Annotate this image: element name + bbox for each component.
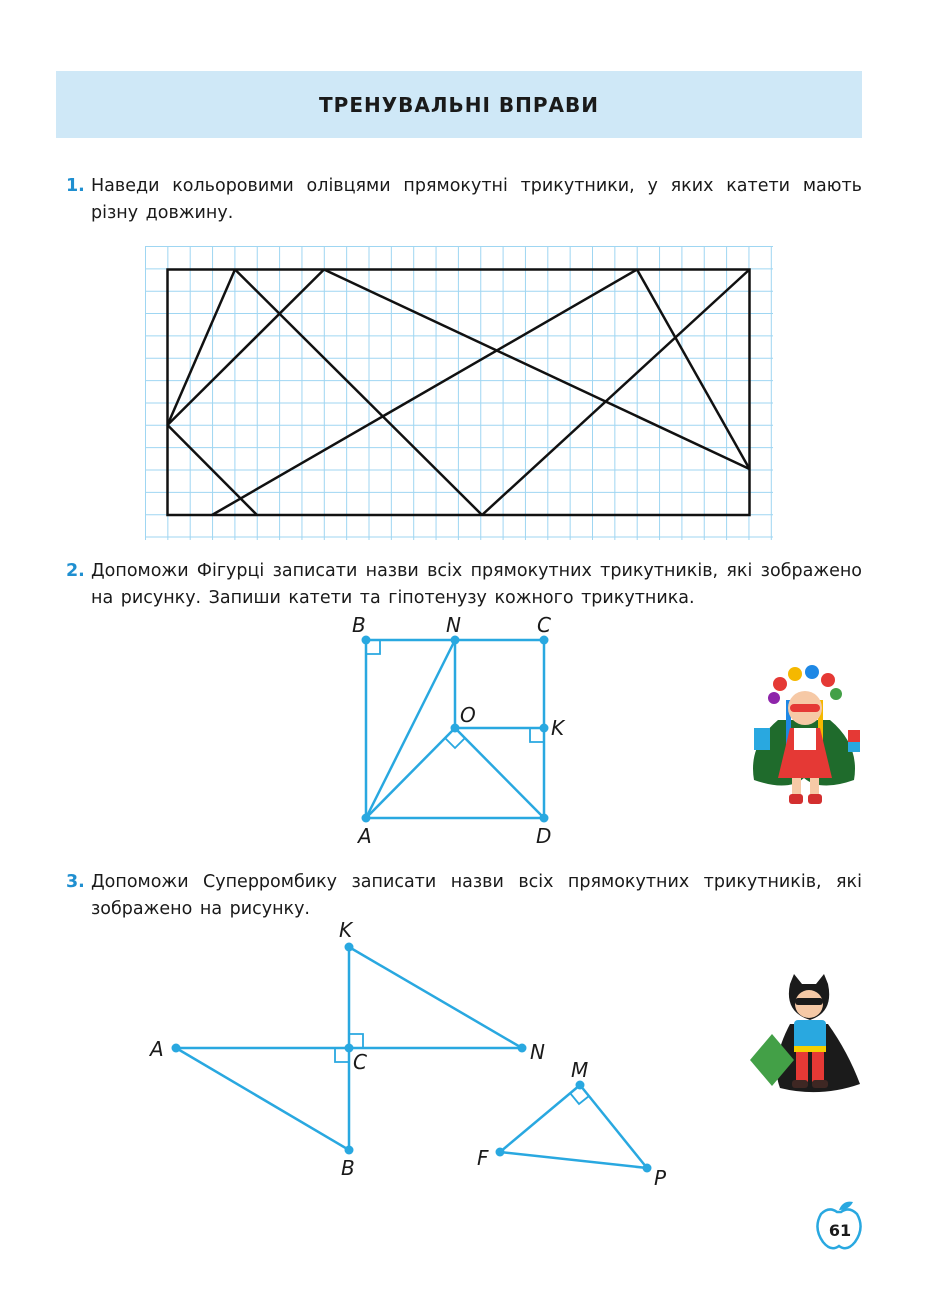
label-b: B: [352, 613, 366, 637]
boot: [789, 794, 803, 804]
blue-card: [848, 742, 860, 752]
task-1: [66, 173, 862, 227]
point-k: [540, 724, 549, 733]
label-p: P: [654, 1166, 667, 1190]
point-n: [518, 1044, 527, 1053]
trousers: [812, 1052, 824, 1082]
section-title: ТРЕНУВАЛЬНІ ВПРАВИ: [319, 92, 599, 117]
mask: [790, 704, 820, 712]
right-angle-mark: [445, 738, 465, 748]
page-number-badge: [815, 1198, 865, 1252]
character-figurka: [748, 660, 860, 812]
blue-card: [754, 728, 770, 750]
point-p: [643, 1164, 652, 1173]
figure-1-grid: [145, 246, 773, 540]
red-card: [848, 730, 860, 742]
task-2: [66, 558, 862, 612]
boot: [812, 1080, 828, 1088]
label-d: D: [536, 824, 552, 848]
point-d: [540, 814, 549, 823]
point-b: [345, 1146, 354, 1155]
task-number: 3.: [66, 872, 85, 892]
segment-kn: [349, 947, 522, 1048]
line-segment: [637, 270, 750, 470]
section-header: [56, 71, 862, 138]
boot: [808, 794, 822, 804]
label-c: C: [353, 1050, 367, 1074]
character-superrombyk: [750, 972, 862, 1098]
page-number: 61: [828, 1221, 852, 1240]
mask: [795, 998, 823, 1005]
line-segment: [168, 270, 236, 426]
line-segment: [212, 270, 637, 516]
leg: [810, 778, 819, 796]
segment-fp: [500, 1152, 647, 1168]
label-f: F: [477, 1146, 489, 1170]
label-k: K: [551, 716, 565, 740]
segment-ab: [176, 1048, 349, 1150]
segment-fm: [500, 1085, 580, 1152]
shirt: [794, 1020, 826, 1050]
line-segment: [168, 270, 325, 426]
label-a: A: [358, 824, 372, 848]
figure-3-triangles: [140, 915, 700, 1190]
point-k: [345, 943, 354, 952]
flower: [773, 677, 787, 691]
point-a: [172, 1044, 181, 1053]
label-k: K: [339, 918, 353, 942]
label-c: C: [537, 613, 551, 637]
flower: [768, 692, 780, 704]
label-a: A: [150, 1037, 164, 1061]
figure-2-square: [330, 605, 580, 850]
leg: [792, 778, 801, 796]
point-f: [496, 1148, 505, 1157]
point-o: [451, 724, 460, 733]
task-number: 1.: [66, 176, 85, 196]
label-m: M: [571, 1058, 589, 1082]
right-angle-mark: [570, 1093, 589, 1104]
label-n: N: [530, 1040, 545, 1064]
flower: [805, 665, 819, 679]
line-segment: [235, 270, 482, 516]
task-text: Допоможи Фігурці записати назви всіх прямокутних трикутників, які зображено на рисунку. Запиши катети та гіпотенузу кожного трикутника.: [91, 561, 862, 608]
label-o: O: [460, 703, 476, 727]
point-a: [362, 814, 371, 823]
flower: [830, 688, 842, 700]
segment-mp: [580, 1085, 647, 1168]
task-text: Наведи кольоровими олівцями прямокутні трикутники, у яких катети мають різну довжину.: [91, 176, 862, 223]
boot: [792, 1080, 808, 1088]
line-segment: [482, 270, 750, 516]
blouse: [794, 728, 816, 750]
belt: [794, 1046, 826, 1052]
line-segment: [324, 270, 750, 470]
label-n: N: [446, 613, 461, 637]
flower: [788, 667, 802, 681]
flower: [821, 673, 835, 687]
segment-ao: [366, 728, 455, 818]
label-b: B: [341, 1156, 355, 1180]
task-text: Допоможи Суперромбику записати назви всіх прямокутних трикутників, які зображено на рисунку.: [91, 872, 862, 919]
task-number: 2.: [66, 561, 85, 581]
segment-an: [366, 640, 455, 818]
trousers: [796, 1052, 808, 1082]
apple-icon: [815, 1198, 865, 1252]
